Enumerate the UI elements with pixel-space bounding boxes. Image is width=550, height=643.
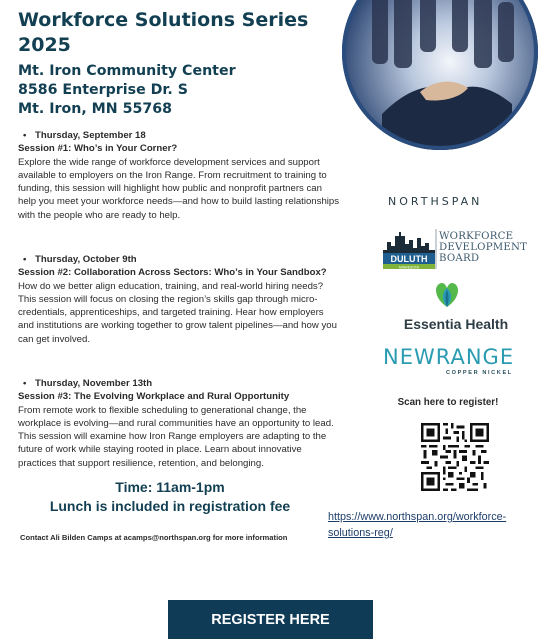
duluth-word: DULUTH bbox=[390, 254, 428, 264]
duluth-sub: MINNESOTA bbox=[399, 265, 419, 270]
handshake-photo bbox=[342, 0, 538, 150]
contact-info: Contact Ali Bilden Camps at acamps@northspan.org for more information bbox=[20, 533, 288, 542]
session-title: Session #1: Who’s in Your Corner? bbox=[18, 143, 178, 155]
qr-code-icon[interactable] bbox=[421, 423, 489, 491]
northspan-logo: NORTHSPAN bbox=[388, 195, 483, 208]
venue-name: Mt. Iron Community Center bbox=[18, 63, 236, 79]
session-2 bbox=[18, 253, 340, 346]
event-time: Time: 11am-1pm bbox=[115, 479, 225, 495]
newrange-logo: NEWRANGE bbox=[383, 345, 515, 369]
session-title: Session #2: Collaboration Across Sectors: Who’s in Your Sandbox? bbox=[18, 267, 327, 279]
session-1 bbox=[18, 129, 340, 222]
title-line-2: 2025 bbox=[18, 34, 71, 56]
venue-city: Mt. Iron, MN 55768 bbox=[18, 101, 172, 117]
session-date: Thursday, September 18 bbox=[35, 130, 146, 141]
session-description: How do we better align education, training, and real-world hiring needs? This session will focus on closing the region’s skills gap through micro-credentials, apprenticeships, and targeted training. Hear how employers and institutions are working together to grow talent pipelines—and how you can get involved. bbox=[18, 280, 337, 345]
session-description: From remote work to flexible scheduling to generational change, the workplace is evolving—and rural communities have an opportunity to lead. This session will examine how Iron Range employers are adapting to the future of work while staying rooted in place. Learn about innovative practices that support resilience, retention, and belonging. bbox=[18, 404, 334, 469]
essentia-health-logo: Essentia Health bbox=[403, 316, 509, 332]
wdb-text: WORKFORCE DEVELOPMENT BOARD bbox=[439, 231, 528, 264]
newrange-subtitle: COPPER NICKEL bbox=[446, 370, 513, 376]
lunch-note: Lunch is included in registration fee bbox=[49, 498, 291, 514]
session-date: Thursday, October 9th bbox=[35, 254, 137, 265]
bullet-icon: • bbox=[23, 130, 27, 141]
session-title: Session #3: The Evolving Workplace and Rural Opportunity bbox=[18, 391, 290, 403]
venue-street: 8586 Enterprise Dr. S bbox=[18, 82, 188, 98]
bullet-icon: • bbox=[23, 254, 27, 265]
session-date: Thursday, November 13th bbox=[35, 378, 153, 389]
register-here-button[interactable]: REGISTER HERE bbox=[168, 600, 373, 639]
flyer-title bbox=[18, 8, 338, 58]
scan-prompt: Scan here to register! bbox=[397, 397, 499, 408]
bullet-icon: • bbox=[23, 378, 27, 389]
duluth-wdb-logo bbox=[381, 226, 531, 270]
title-line-1: Workforce Solutions Series bbox=[18, 9, 309, 31]
venue-address bbox=[18, 62, 338, 119]
duluth-skyline-icon bbox=[381, 226, 437, 270]
session-3 bbox=[18, 377, 340, 470]
essentia-leaf-icon bbox=[432, 279, 462, 309]
session-description: Explore the wide range of workforce development services and support available to employers on the Iron Range. From recruitment to training to funding, this session will highlight how public and nonprofit partners can help you meet your workforce needs—and how to build lasting relationships with the people who are ready to help. bbox=[18, 156, 340, 221]
registration-link[interactable]: https://www.northspan.org/workforce-solutions-reg/ bbox=[328, 511, 507, 539]
